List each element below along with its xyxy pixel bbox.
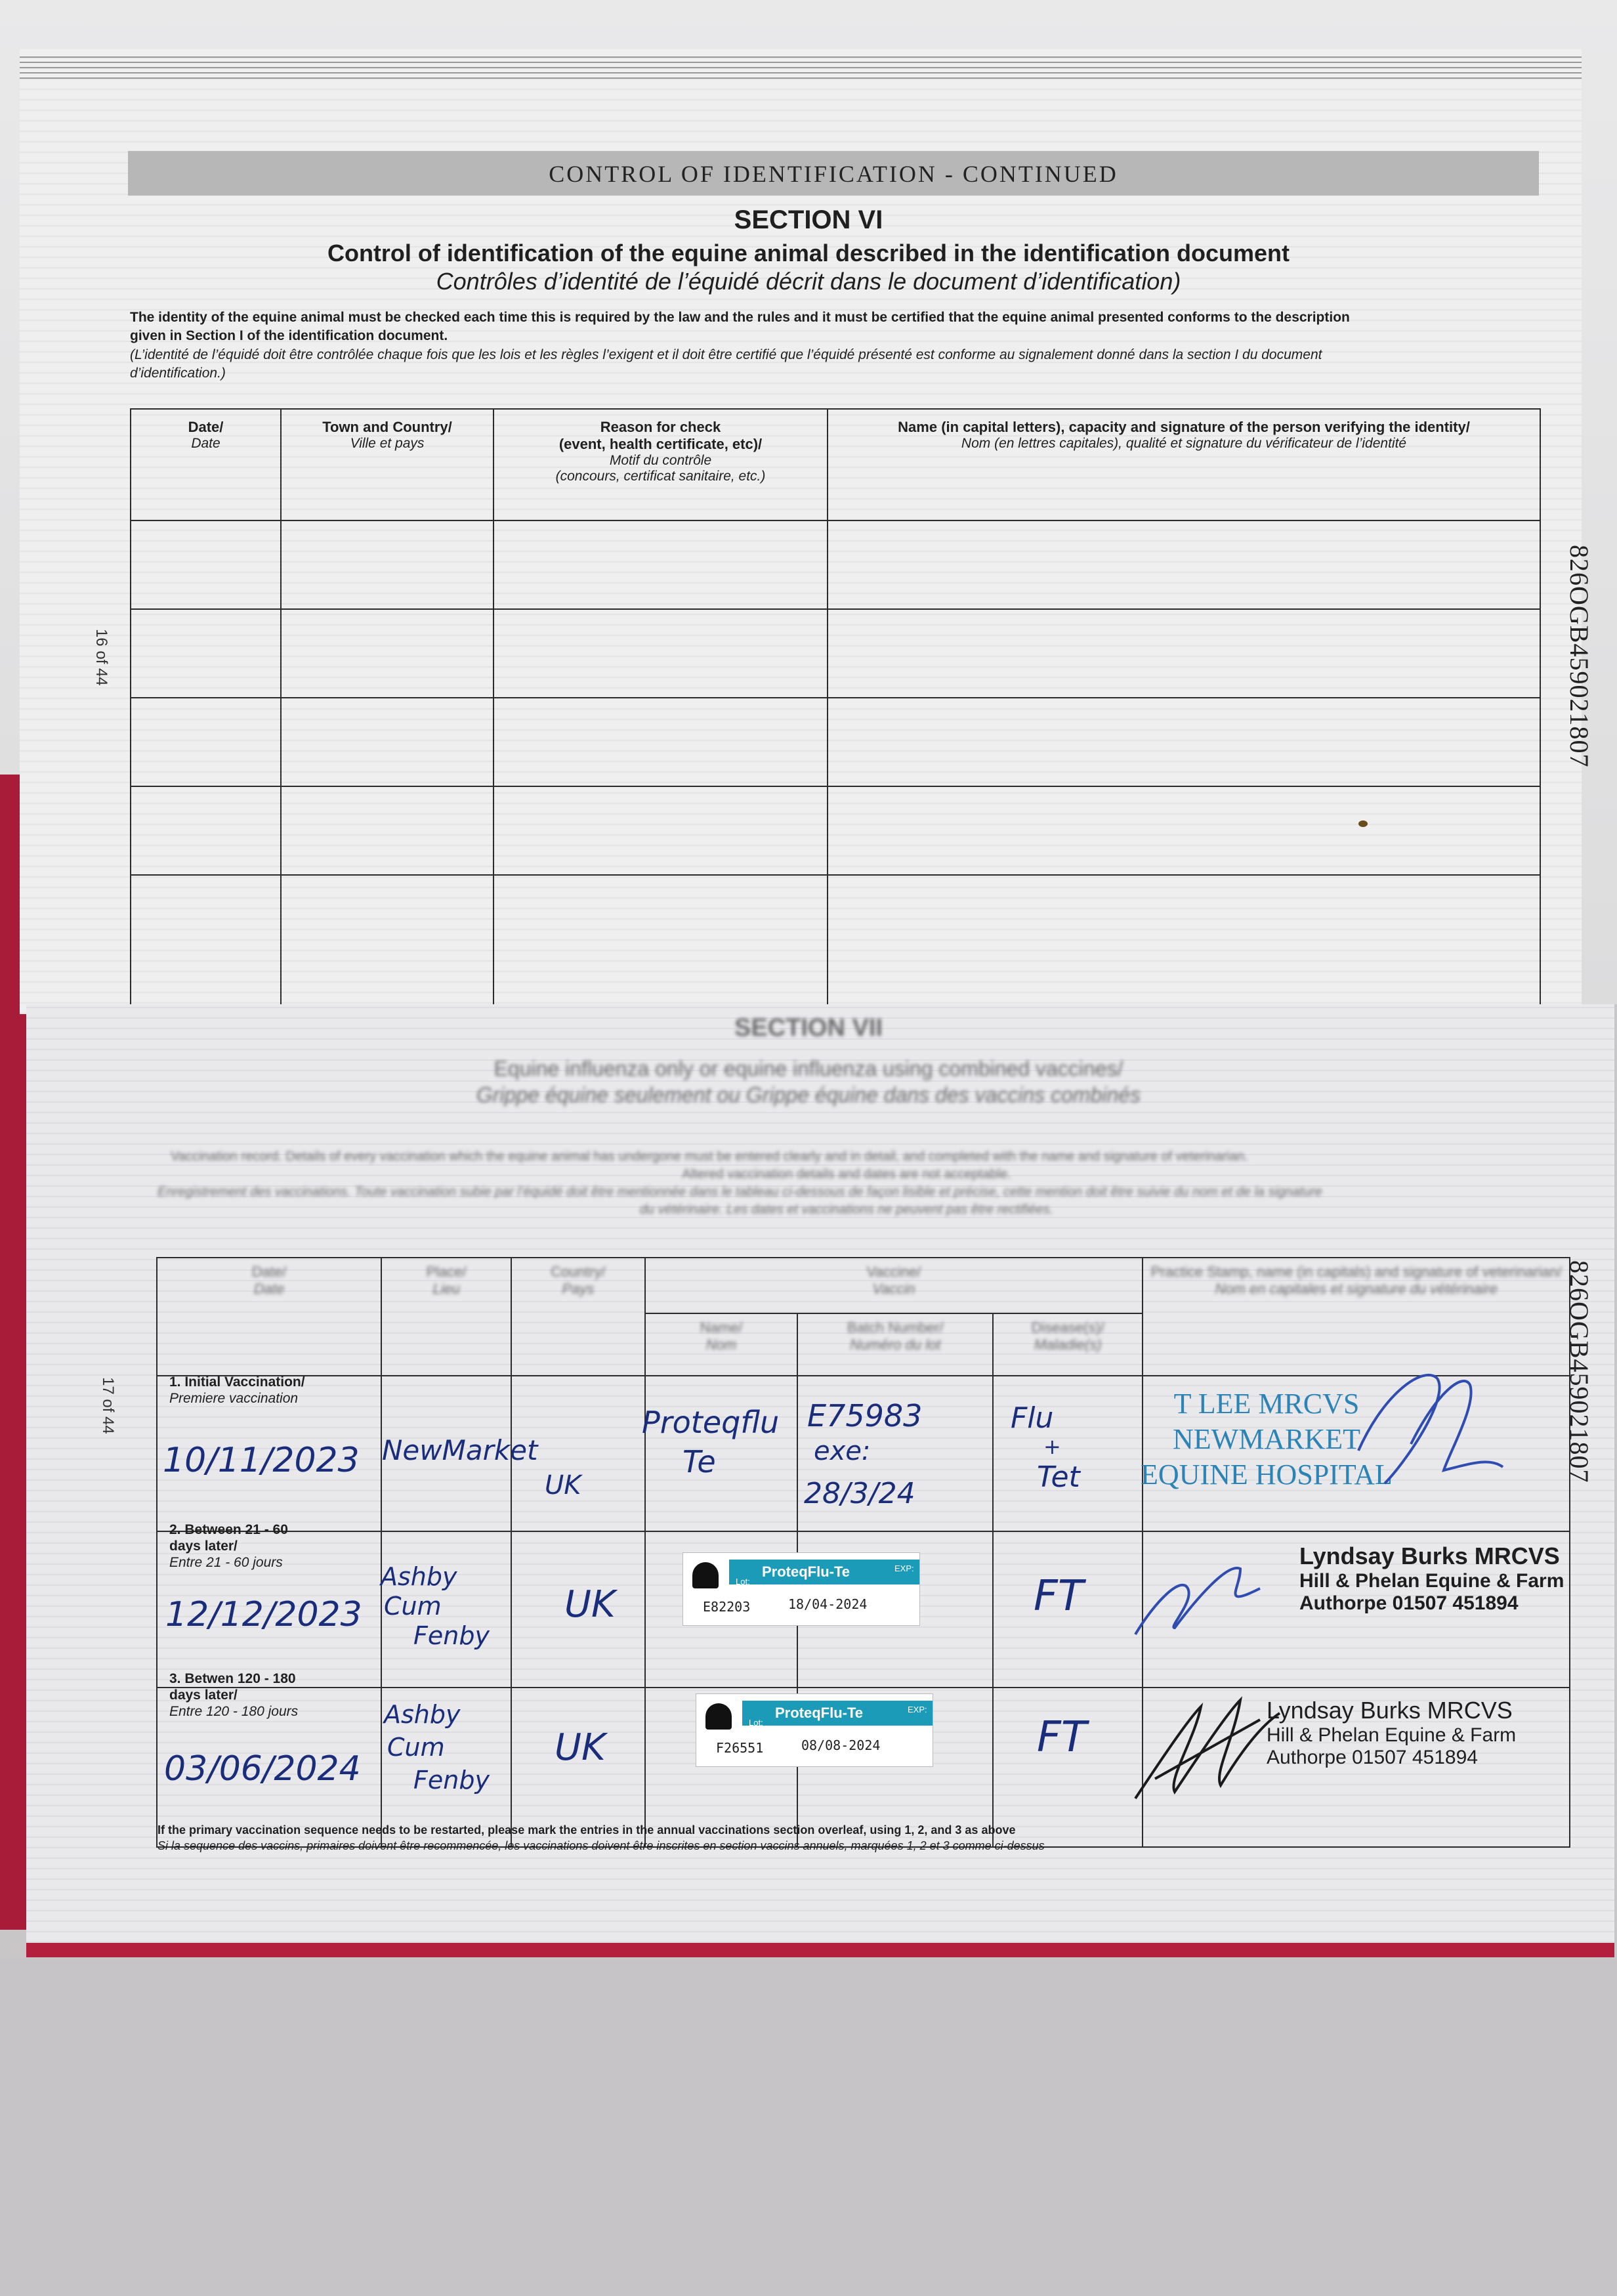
row1-vaccine-name-2: Te <box>682 1444 716 1479</box>
section-vii-subtitle-en: Equine influenza only or equine influenza using combined vaccines/ <box>494 1057 1124 1080</box>
row1-disease-2: + <box>1043 1434 1061 1459</box>
section-vii-title: SECTION VII <box>734 1014 883 1042</box>
vacc-intro-3: Enregistrement des vaccinations. Toute vaccination subie par l’équidé doit être mentionnée dans le tableau ci-dessous de façon lisible et précise, cette mention doit être suivie du nom et de la signature <box>158 1185 1322 1199</box>
section-vi-subtitle-en: Control of identification of the equine animal described in the identification document <box>327 240 1290 266</box>
col-practice: Practice Stamp, name (in capitals) and signature of veterinarian/ Nom en capitales et signature du vétérinaire <box>1143 1258 1570 1376</box>
row2-vet-stamp: Lyndsay Burks MRCVS Hill & Phelan Equine & Farm Authorpe 01507 451894 <box>1299 1542 1564 1614</box>
col-town-country: Town and Country/ Ville et pays <box>281 409 494 521</box>
section-vi-title: SECTION VI <box>734 205 883 234</box>
vacc-intro-1: Vaccination record. Details of every vaccination which the equine animal has undergone must be entered clearly and in detail, and completed with the name and signature of veterinarian. <box>171 1149 1248 1164</box>
row3-vaccine-label: ProteqFlu-Te Lot: EXP: F26551 08/08-2024 <box>696 1693 933 1767</box>
row1-vet-stamp: T LEE MRCVS NEWMARKET EQUINE HOSPITAL <box>1141 1388 1393 1491</box>
intro-fr-1: (L’identité de l’équidé doit être contrôlée chaque fois que les lois et les règles l’exigent et il doit être certifié que l’équidé présenté est conforme au signalement donné dans la section I du document <box>130 347 1322 362</box>
table-row <box>131 521 1540 609</box>
row2-place-1: Ashby <box>381 1562 457 1591</box>
ruled-header-lines <box>20 53 1582 79</box>
vacc-intro-4: du vétérinaire. Les dates et vaccinations ne peuvent pas être rectifiées. <box>639 1202 1054 1217</box>
control-banner: CONTROL OF IDENTIFICATION - CONTINUED <box>128 151 1539 196</box>
row2-vaccine-label: ProteqFlu-Te Lot: EXP: E82203 18/04-2024 <box>682 1552 920 1626</box>
intro-en-1: The identity of the equine animal must be checked each time this is required by the law and the rules and it must be certified that the equine animal presented conforms to the description <box>130 310 1350 325</box>
col-place: Place/ Lieu <box>381 1258 511 1376</box>
row2-disease: FT <box>1034 1572 1083 1621</box>
row1-batch-3: 28/3/24 <box>804 1477 915 1510</box>
row2-date: 12/12/2023 <box>165 1595 362 1634</box>
row2-place-3: Fenby <box>413 1621 490 1650</box>
row2-country: UK <box>564 1583 616 1626</box>
row1-disease-3: Tet <box>1037 1460 1080 1494</box>
row3-place-3: Fenby <box>413 1766 490 1795</box>
section-vi-subtitle-fr: Contrôles d’identité de l’équidé décrit dans le document d’identification) <box>436 268 1181 295</box>
col-disease: Disease(s)/ Maladie(s) <box>993 1313 1143 1376</box>
col-vaccine-name: Name/ Nom <box>645 1313 798 1376</box>
col-reason: Reason for check (event, health certificate, etc)/ Motif du contrôle (concours, certificat sanitaire, etc.) <box>494 409 828 521</box>
row1-label: 1. Initial Vaccination/ Premiere vaccination <box>169 1374 305 1406</box>
row1-batch-2: exe: <box>814 1436 871 1466</box>
page-number-16: 16 of 44 <box>93 629 110 686</box>
col-batch: Batch Number/ Numéro du lot <box>797 1313 993 1376</box>
stain-mark <box>1358 820 1368 827</box>
col-country: Country/ Pays <box>511 1258 644 1376</box>
footnote-fr: Si la sequence des vaccins, primaires doivent être recommencée, les vaccinations doivent être inscrites en section vaccins annuels, marquées 1, 2 et 3 comme ci-dessus <box>158 1839 1045 1852</box>
table-row <box>131 609 1540 698</box>
row3-country: UK <box>555 1726 606 1769</box>
identity-check-table <box>130 408 1541 1013</box>
table-row <box>131 698 1540 786</box>
row3-place-2: Cum <box>387 1733 445 1762</box>
row3-date: 03/06/2024 <box>164 1749 361 1789</box>
col-verifier: Name (in capital letters), capacity and signature of the person verifying the identity/ Nom (en lettres capitales), qualité et signature du vérificateur de l’identité <box>828 409 1540 521</box>
row2-place-2: Cum <box>384 1592 442 1621</box>
table-row <box>131 786 1540 875</box>
page-number-17: 17 of 44 <box>99 1377 117 1434</box>
row1-signature <box>1345 1352 1509 1503</box>
row1-country: UK <box>545 1470 581 1500</box>
vacc-intro-2: Altered vaccination details and dates are not acceptable. <box>682 1167 1011 1181</box>
intro-fr-2: d’identification.) <box>130 366 226 381</box>
vaccine-logo-icon <box>705 1703 732 1730</box>
section-vii-subtitle-fr: Grippe équine seulement ou Grippe équine dans des vaccins combinés <box>476 1083 1141 1107</box>
row1-vaccine-name-1: Proteqflu <box>642 1405 780 1440</box>
row2-label: 2. Between 21 - 60 days later/ Entre 21 - 60 jours <box>169 1522 288 1570</box>
document-id-bottom: 826OGB459021807 <box>1564 1260 1594 1483</box>
row1-date: 10/11/2023 <box>163 1441 360 1480</box>
col-date: Date/ Date <box>131 409 281 521</box>
table-row <box>131 875 1540 1013</box>
col-date: Date/ Date <box>157 1258 381 1376</box>
row3-vet-stamp: Lyndsay Burks MRCVS Hill & Phelan Equine & Farm Authorpe 01507 451894 <box>1267 1697 1517 1768</box>
row3-label: 3. Betwen 120 - 180 days later/ Entre 120 - 180 jours <box>169 1671 299 1719</box>
scan-background-bottom <box>0 1959 1617 2296</box>
vaccine-logo-icon <box>692 1562 719 1588</box>
footnote-en: If the primary vaccination sequence needs to be restarted, please mark the entries in the annual vaccinations section overleaf, using 1, 2, and 3 as above <box>158 1823 1016 1837</box>
row3-place-1: Ashby <box>384 1700 461 1729</box>
row2-signature <box>1129 1549 1280 1648</box>
intro-en-2: given in Section I of the identification document. <box>130 328 448 343</box>
row1-disease-1: Flu <box>1011 1401 1054 1435</box>
row1-place: NewMarket <box>382 1434 538 1466</box>
document-id-top: 826OGB459021807 <box>1564 545 1594 768</box>
row1-batch-1: E75983 <box>807 1398 923 1434</box>
col-vaccine: Vaccine/ Vaccin <box>645 1258 1143 1313</box>
row3-disease: FT <box>1037 1713 1087 1762</box>
